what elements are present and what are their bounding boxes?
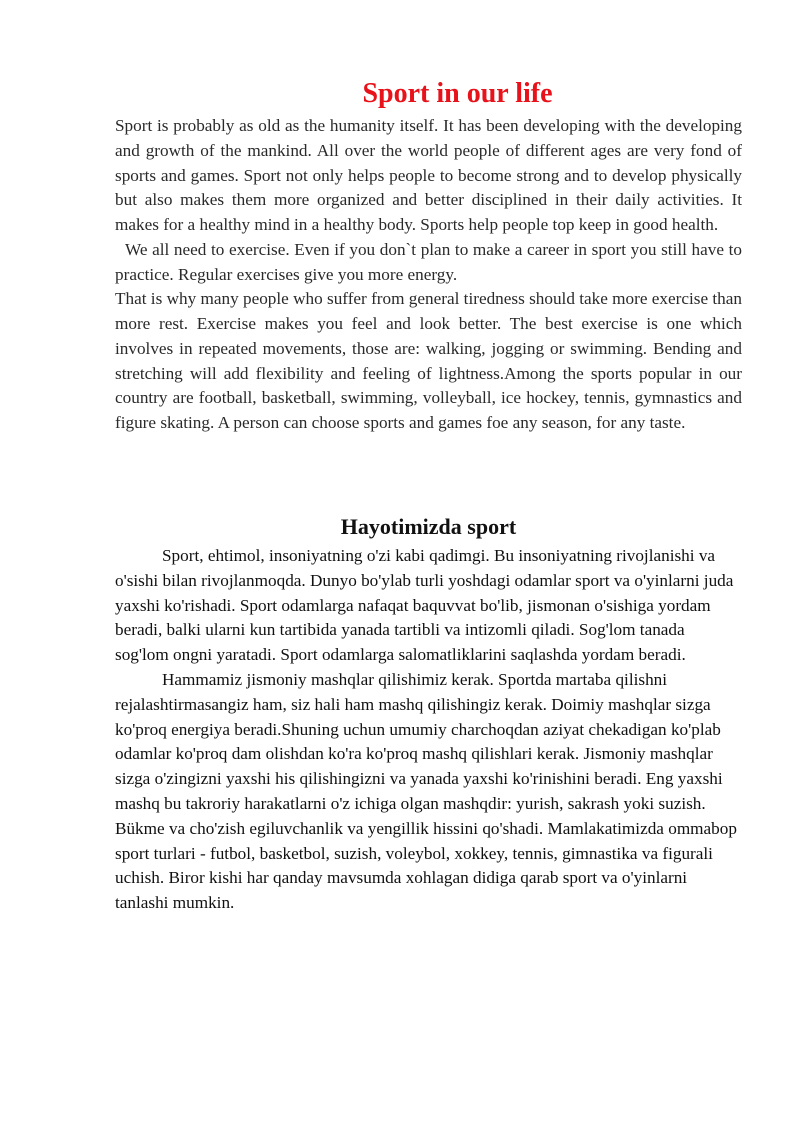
uzbek-title: Hayotimizda sport (340, 514, 517, 539)
english-paragraph-3: That is why many people who suffer from general tiredness should take more exercise than more rest. Exercise makes you feel and look better. The best exercise is one which involves in repeated movements, those are: walking, jogging or swimming. Bending and stretching will add flexibility and feeling of lightness.Among the sports popular in our country are football, basketball, swimming, volleyball, ice hockey, tennis, gymnastics and figure skating. A person can choose sports and games foe any season, for any taste. (115, 289, 742, 432)
english-paragraph-2: We all need to exercise. Even if you don`t plan to make a career in sport you still have to practice. Regular exercises give you more energy. (115, 239, 742, 284)
english-title: Sport in our life (362, 78, 553, 109)
uzbek-paragraph-1: Sport, ehtimol, insoniyatning o'zi kabi qadimgi. Bu insoniyatning rivojlanishi va o'sishi bilan rivojlanmoqda. Dunyo bo'ylab turli yoshdagi odamlar sport va o'yinlarni juda yaxshi ko'rishadi. Sport odamlarga nafaqat baquvvat bo'lib, jismonan o'sishiga yordam beradi, balki ularni kun tartibida yanada tartibli va intizomli qiladi. Sog'lom tanada sog'lom ongni yaratadi. Sport odamlarga salomatliklarini saqlashda yordam beradi. (115, 546, 734, 665)
english-paragraph-1: Sport is probably as old as the humanity itself. It has been developing with the developing and growth of the mankind. All over the world people of different ages are very fond of sports and games. Sport not only helps people to become strong and to develop physically but also makes them more organized and better disciplined in their daily activities. It makes for a healthy mind in a healthy body. Sports help people top keep in good health. (115, 116, 742, 234)
uzbek-paragraph-2: Hammamiz jismoniy mashqlar qilishimiz kerak. Sportda martaba qilishni rejalashtirmasangiz ham, siz hali ham mashq qilishingiz kerak. Doimiy mashqlar sizga ko'proq energiya beradi.Shuning uchun umumiy charchoqdan aziyat chekadigan ko'plab odamlar ko'proq dam olishdan ko'ra ko'proq mashq qilishlari kerak. Jismoniy mashqlar sizga o'zingizni yaxshi his qilishingizni va yanada yaxshi ko'rinishini beradi. Eng yaxshi mashq bu takroriy harakatlarni o'z ichiga olgan mashqdir: yurish, sakrash yoki suzish. Bükme va cho'zish egiluvchanlik va yengillik hissini qo'shadi. Mamlakatimizda ommabop sport turlari - futbol, basketbol, suzish, voleybol, xokkey, tennis, gimnastika va figurali uchish. Biror kishi har qanday mavsumda xohlagan didiga qarab sport va o'yinlarni tanlashi mumkin. (115, 669, 737, 913)
uzbek-section (115, 544, 742, 916)
english-section (115, 114, 742, 436)
